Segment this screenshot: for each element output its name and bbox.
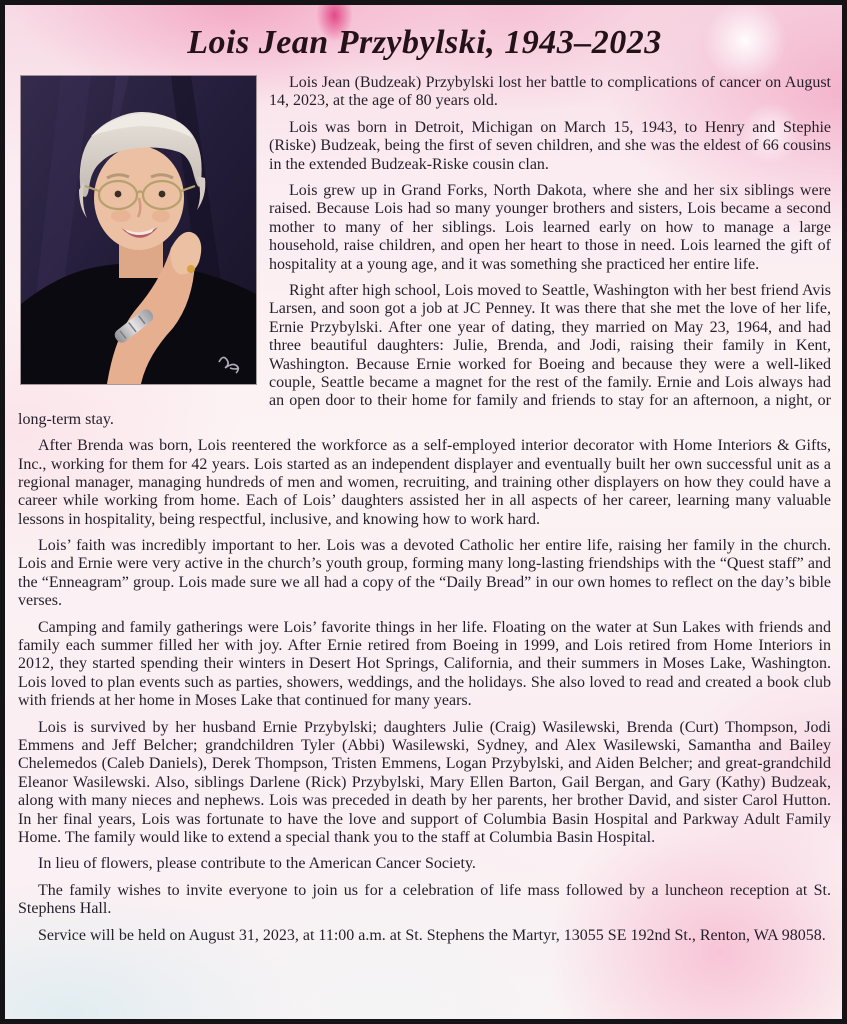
portrait-photo: [21, 76, 256, 384]
obituary-paragraph: Lois Jean (Budzeak) Przybylski lost her battle to complications of cancer on August 14, 2023, at the age of 80 years old.: [269, 74, 831, 110]
obituary-paragraph: Right after high school, Lois moved to Seattle, Washington with her best friend Avis Larsen, and soon got a job at JC Penney. It was there that she met the love of her life, Ernie Przybylski. After one year of dating, they married on May 23, 1964, and had three beautiful daughters: Julie, Brenda, and Jodi, raising their family in Kent, Washington. Because Ernie worked for Boeing and because they were a well-liked couple, Seattle became a magnet for the rest of the family. Ernie and Lois always had an open door to their home for family and friends to stay for an afternoon, a night, or long-term stay.: [18, 282, 831, 428]
obituary-content: [5, 5, 842, 945]
obituary-title: Lois Jean Przybylski, 1943–2023: [187, 24, 662, 61]
obituary-paragraph: Lois’ faith was incredibly important to her. Lois was a devoted Catholic her entire life, raising her family in the church. Lois and Ernie were very active in the church’s youth group, forming many long-lasting friendships with the “Quest staff” and the “Enneagram” group. Lois made sure we all had a copy of the “Daily Bread” in our own homes to reflect on the day’s bible verses.: [18, 537, 831, 610]
obituary-paragraph: Lois is survived by her husband Ernie Przybylski; daughters Julie (Craig) Wasilewski, Brenda (Curt) Thompson, Jodi Emmens and Jeff Belcher; grandchildren Tyler (Abbi) Wasilewski, Sydney, and Alex Wasilewski, Samantha and Bailey Chelemedos (Caleb Daniels), Derek Thompson, Tristen Emmens, Logan Przybylski, and Aiden Belcher; and great-grandchild Eleanor Wasilewski. Also, siblings Darlene (Rick) Przybylski, Mary Ellen Barton, Gail Bergan, and Gary (Kathy) Budzeak, along with many nieces and nephews. Lois was preceded in death by her parents, her brother David, and sister Carol Hutton. In her final years, Lois was fortunate to have the love and support of Columbia Basin Hospital and Parkway Adult Family Home. The family would like to extend a special thank you to the staff at Columbia Basin Hospital.: [18, 718, 831, 846]
obituary-paragraph: Service will be held on August 31, 2023, at 11:00 a.m. at St. Stephens the Martyr, 13055 SE 192nd St., Renton, WA 98058.: [38, 926, 826, 944]
portrait-ring: [187, 265, 195, 273]
obituary-paragraph: Camping and family gatherings were Lois’ favorite things in her life. Floating on the water at Sun Lakes with friends and family each summer filled her with joy. After Ernie retired from Boeing in 1999, and Lois retired from Home Interiors in 2012, they started spending their winters in Desert Hot Springs, California, and their summers in Moses Lake, Washington. Lois loved to plan events such as parties, showers, weddings, and the holidays. She also loved to read and created a book club with friends at her home in Moses Lake that continued for many years.: [18, 618, 831, 710]
obituary-paragraph: In lieu of flowers, please contribute to the American Cancer Society.: [38, 855, 476, 873]
obituary-paragraph: After Brenda was born, Lois reentered the workforce as a self-employed interior decorator with Home Interiors & Gifts, Inc., working for them for 42 years. Lois started as an independent displayer and eventually built her own successful unit as a regional manager, managing hundreds of men and women, recruiting, and training other displayers on how they could have a career while working from home. Each of Lois’ daughters assisted her in all aspects of her career, learning many valuable lessons in hospitality, being respectful, inclusive, and knowing how to work hard.: [18, 437, 831, 528]
obituary-paragraph: The family wishes to invite everyone to join us for a celebration of life mass followed by a luncheon reception at St. Stephens Hall.: [18, 881, 831, 918]
obituary-paragraph: Lois grew up in Grand Forks, North Dakota, where she and her six siblings were raised. Because Lois had so many younger brothers and sisters, Lois became a second mother to many of her siblings. Lois learned early on how to manage a large household, raise children, and open her heart to those in need. Lois learned the gift of hospitality at a young age, and it was something she practiced her entire life.: [269, 182, 831, 273]
obituary-paragraph: Lois was born in Detroit, Michigan on March 15, 1943, to Henry and Stephie (Riske) Budzeak, being the first of seven children, and she was the eldest of 66 cousins in the extended Budzeak-Riske cousin clan.: [269, 118, 831, 173]
portrait-illustration: [21, 76, 256, 384]
